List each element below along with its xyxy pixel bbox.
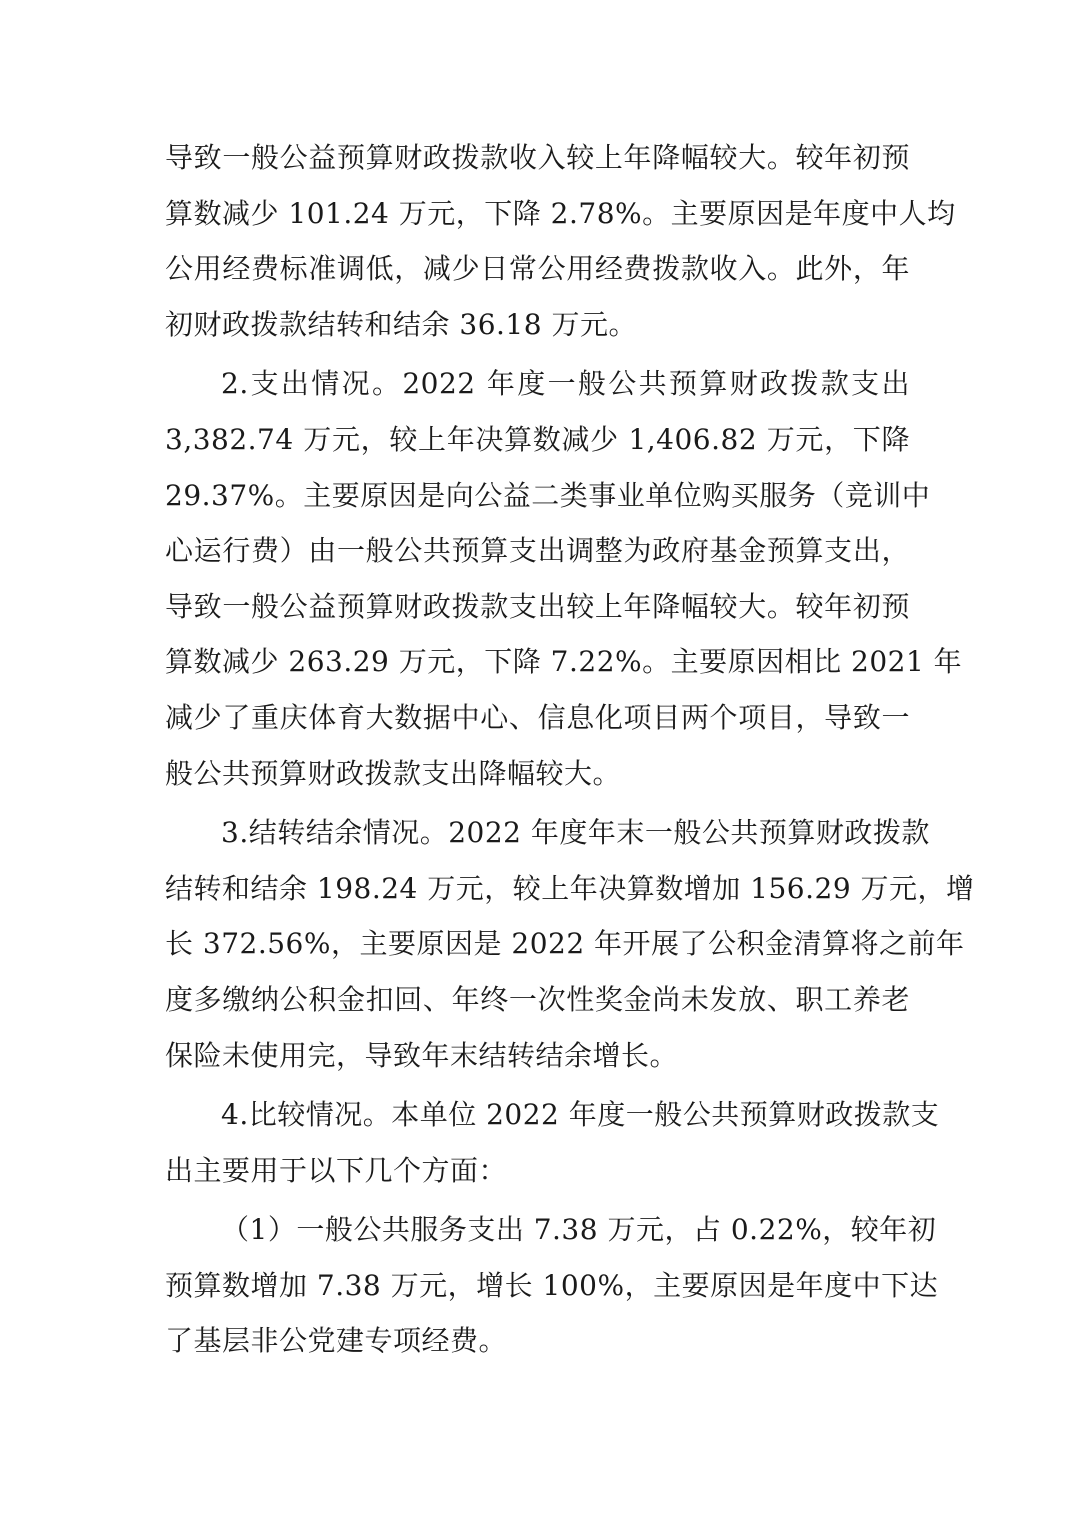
- text-line: 导致一般公益预算财政拨款支出较上年降幅较大。较年初预: [165, 589, 910, 623]
- text-line: 算数减少 263.29 万元，下降 7.22%。主要原因相比 2021 年: [165, 645, 963, 679]
- paragraph-income-continued: [165, 130, 956, 352]
- text-line: 出主要用于以下几个方面：: [165, 1153, 508, 1187]
- text-line: 度多缴纳公积金扣回、年终一次性奖金尚未发放、职工养老: [165, 982, 910, 1016]
- text-line: （1）一般公共服务支出 7.38 万元，占 0.22%，较年初: [221, 1213, 937, 1247]
- text-line: 算数减少 101.24 万元，下降 2.78%。主要原因是年度中人均: [165, 196, 956, 230]
- paragraph-item-general-public-services: [165, 1202, 939, 1369]
- document-page: [165, 130, 975, 1373]
- paragraph-comparison: [165, 1087, 940, 1198]
- paragraph-expenditure: [165, 356, 963, 801]
- paragraph-carryover: [165, 805, 975, 1083]
- text-line: 长 372.56%，主要原因是 2022 年开展了公积金清算将之前年: [165, 927, 965, 961]
- text-line: 保险未使用完，导致年末结转结余增长。: [165, 1038, 679, 1072]
- text-line: 29.37%。主要原因是向公益二类事业单位购买服务（竞训中: [165, 478, 931, 512]
- text-line: 结转和结余 198.24 万元，较上年决算数增加 156.29 万元，增: [165, 871, 975, 905]
- text-line: 初财政拨款结转和结余 36.18 万元。: [165, 307, 637, 341]
- text-line: 3.结转结余情况。2022 年度年末一般公共预算财政拨款: [221, 816, 930, 850]
- text-line: 预算数增加 7.38 万元，增长 100%，主要原因是年度中下达: [165, 1268, 939, 1302]
- text-line: 般公共预算财政拨款支出降幅较大。: [165, 756, 622, 790]
- text-line: 减少了重庆体育大数据中心、信息化项目两个项目，导致一: [165, 700, 910, 734]
- text-line: 3,382.74 万元，较上年决算数减少 1,406.82 万元，下降: [165, 422, 910, 456]
- text-line: 2.支出情况。2022 年度一般公共预算财政拨款支出: [221, 367, 910, 401]
- text-line: 导致一般公益预算财政拨款收入较上年降幅较大。较年初预: [165, 141, 910, 174]
- text-line: 公用经费标准调低，减少日常公用经费拨款收入。此外，年: [165, 252, 910, 286]
- text-line: 了基层非公党建专项经费。: [165, 1324, 508, 1358]
- text-line: 4.比较情况。本单位 2022 年度一般公共预算财政拨款支: [221, 1098, 940, 1132]
- text-line: 心运行费）由一般公共预算支出调整为政府基金预算支出，: [165, 534, 910, 568]
